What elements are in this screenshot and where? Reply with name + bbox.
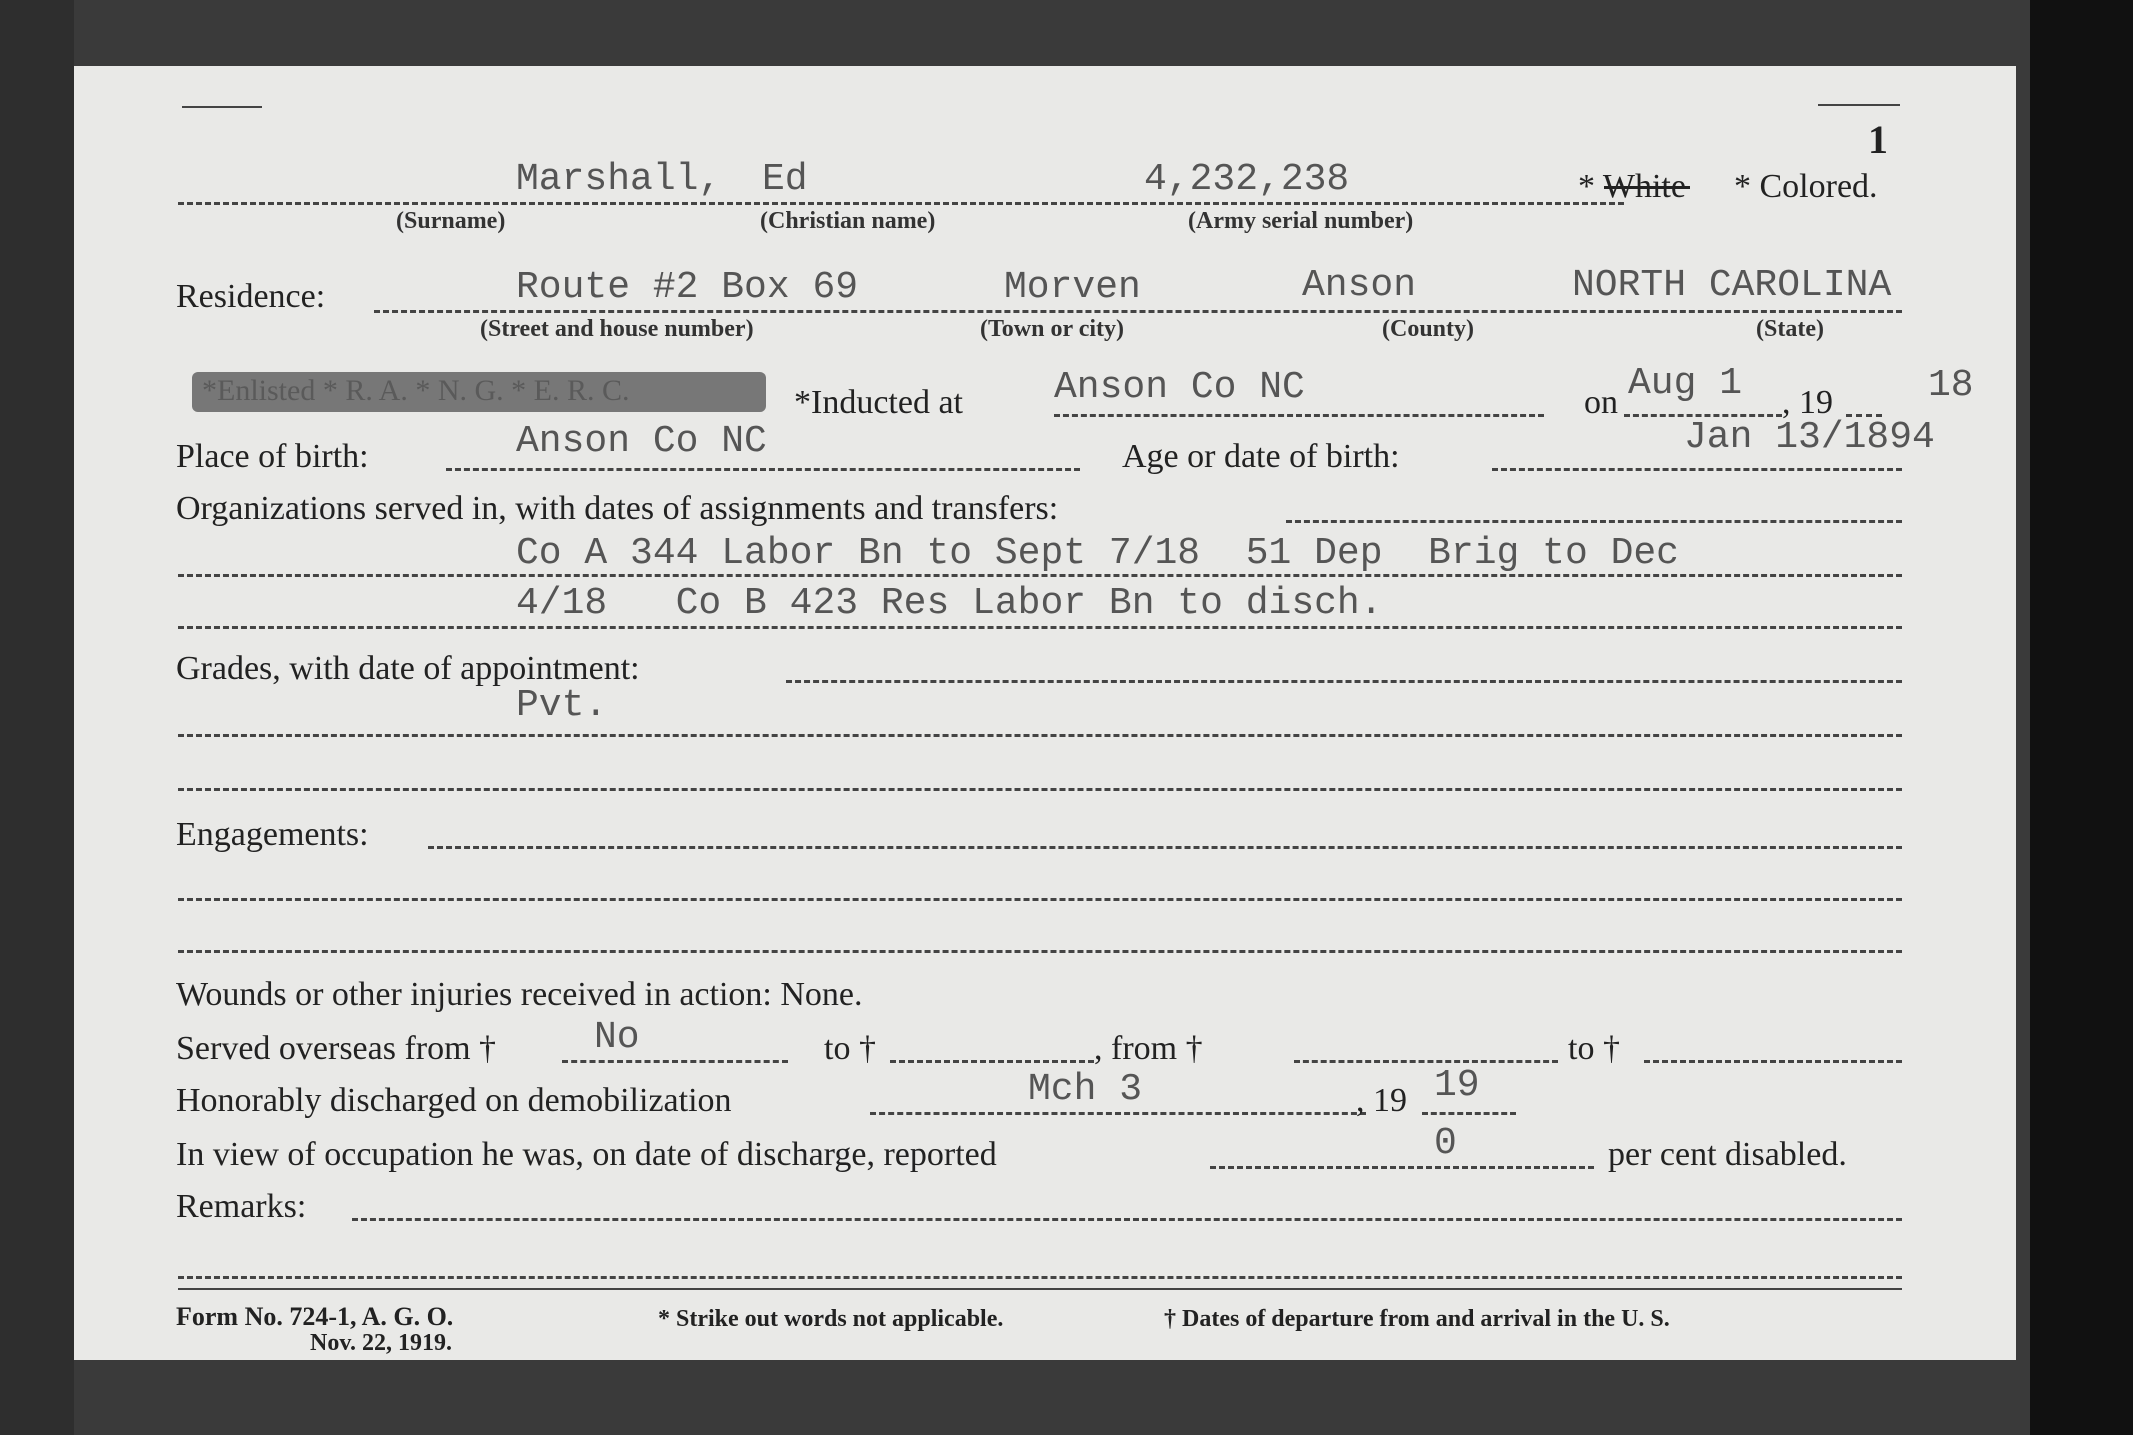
discharge-date-line — [870, 1112, 1366, 1115]
grades-line-2 — [178, 788, 1902, 791]
place-of-birth-line — [446, 468, 1080, 471]
overseas-from2-label: , from † — [1094, 1030, 1203, 1067]
discharge-year-line — [1422, 1112, 1516, 1115]
disability-line — [1210, 1166, 1594, 1169]
discharge-date-value: Mch 3 — [1028, 1068, 1143, 1111]
footer-rule — [178, 1288, 1902, 1290]
strike-out-note: * Strike out words not applicable. — [658, 1306, 1004, 1332]
overseas-to-line — [890, 1060, 1094, 1063]
inducted-at-label: *Inducted at — [794, 384, 963, 421]
top-left-rule — [182, 106, 262, 108]
organizations-label: Organizations served in, with dates of assignments and transfers: — [176, 490, 1059, 527]
engagements-label: Engagements: — [176, 816, 369, 853]
organizations-line-1 — [178, 574, 1902, 577]
remarks-line-0 — [352, 1218, 1902, 1221]
date-of-birth-value: Jan 13/1894 — [1684, 416, 1935, 459]
discharge-year-prefix: , 19 — [1356, 1082, 1407, 1119]
place-of-birth-label: Place of birth: — [176, 438, 369, 475]
residence-line — [374, 310, 1902, 313]
surname-caption: (Surname) — [396, 208, 506, 234]
town-caption: (Town or city) — [980, 316, 1124, 342]
name-line — [178, 202, 1624, 205]
scan-border-right — [2030, 0, 2133, 1435]
organizations-line-1-value: Co A 344 Labor Bn to Sept 7/18 51 Dep Brig to Dec — [516, 532, 1679, 575]
county-caption: (County) — [1382, 316, 1475, 342]
scan-border-left — [0, 0, 74, 1435]
white-option: * White — [1578, 168, 1686, 205]
remarks-label: Remarks: — [176, 1188, 307, 1225]
grades-line-0 — [786, 680, 1902, 683]
disability-value: 0 — [1434, 1122, 1457, 1165]
page-number: 1 — [1868, 117, 1888, 162]
organizations-line-0 — [1286, 520, 1902, 523]
residence-label: Residence: — [176, 278, 326, 315]
served-overseas-label: Served overseas from † — [176, 1030, 497, 1067]
christian-name-caption: (Christian name) — [760, 208, 936, 234]
organizations-line-2 — [178, 626, 1902, 629]
residence-state-value: NORTH CAROLINA — [1572, 264, 1892, 307]
grades-line-1 — [178, 734, 1902, 737]
remarks-line-1 — [178, 1276, 1902, 1279]
discharge-year-value: 19 — [1434, 1064, 1480, 1107]
age-line — [1492, 468, 1902, 471]
overseas-to2-label: to † — [1568, 1030, 1620, 1067]
induction-year-prefix: , 19 — [1782, 384, 1833, 421]
residence-county-value: Anson — [1302, 264, 1417, 307]
struck-enlistment-options: *Enlisted * R. A. * N. G. * E. R. C. — [192, 372, 766, 412]
induction-date-value: Aug 1 — [1628, 362, 1743, 405]
serial-number-caption: (Army serial number) — [1188, 208, 1414, 234]
grades-label: Grades, with date of appointment: — [176, 650, 640, 687]
service-record-card — [74, 66, 2016, 1360]
residence-town-value: Morven — [1004, 266, 1141, 309]
age-label: Age or date of birth: — [1122, 438, 1400, 475]
wounds-label: Wounds or other injuries received in action: None. — [176, 976, 863, 1013]
top-right-rule — [1818, 104, 1900, 106]
discharge-label: Honorably discharged on demobilization — [176, 1082, 732, 1119]
engagements-line-0 — [428, 846, 1902, 849]
inducted-at-line — [1054, 414, 1544, 417]
disability-label: In view of occupation he was, on date of discharge, reported — [176, 1136, 997, 1173]
engagements-line-2 — [178, 950, 1902, 953]
place-of-birth-value: Anson Co NC — [516, 420, 767, 463]
overseas-to2-line — [1644, 1060, 1902, 1063]
surname-value: Marshall, — [516, 158, 722, 201]
christian-name-value: Ed — [762, 158, 808, 201]
disability-suffix: per cent disabled. — [1608, 1136, 1847, 1173]
inducted-at-value: Anson Co NC — [1054, 366, 1305, 409]
overseas-from-line — [562, 1060, 788, 1063]
state-caption: (State) — [1756, 316, 1824, 342]
street-caption: (Street and house number) — [480, 316, 754, 342]
overseas-to-label: to † — [824, 1030, 876, 1067]
white-strikeout — [1604, 186, 1690, 189]
form-date: Nov. 22, 1919. — [310, 1330, 453, 1356]
engagements-line-1 — [178, 898, 1902, 901]
grade-value: Pvt. — [516, 684, 608, 727]
overseas-from2-line — [1294, 1060, 1558, 1063]
on-label: on — [1584, 384, 1618, 421]
organizations-line-2-value: 4/18 Co B 423 Res Labor Bn to disch. — [516, 582, 1383, 625]
departure-dates-note: † Dates of departure from and arrival in the U. S. — [1164, 1306, 1670, 1332]
form-number: Form No. 724-1, A. G. O. — [176, 1302, 454, 1331]
overseas-from-value: No — [594, 1016, 640, 1059]
colored-option: * Colored. — [1734, 168, 1878, 205]
residence-street-value: Route #2 Box 69 — [516, 266, 859, 309]
induction-year-value: 18 — [1928, 364, 1974, 407]
serial-number-value: 4,232,238 — [1144, 158, 1350, 201]
